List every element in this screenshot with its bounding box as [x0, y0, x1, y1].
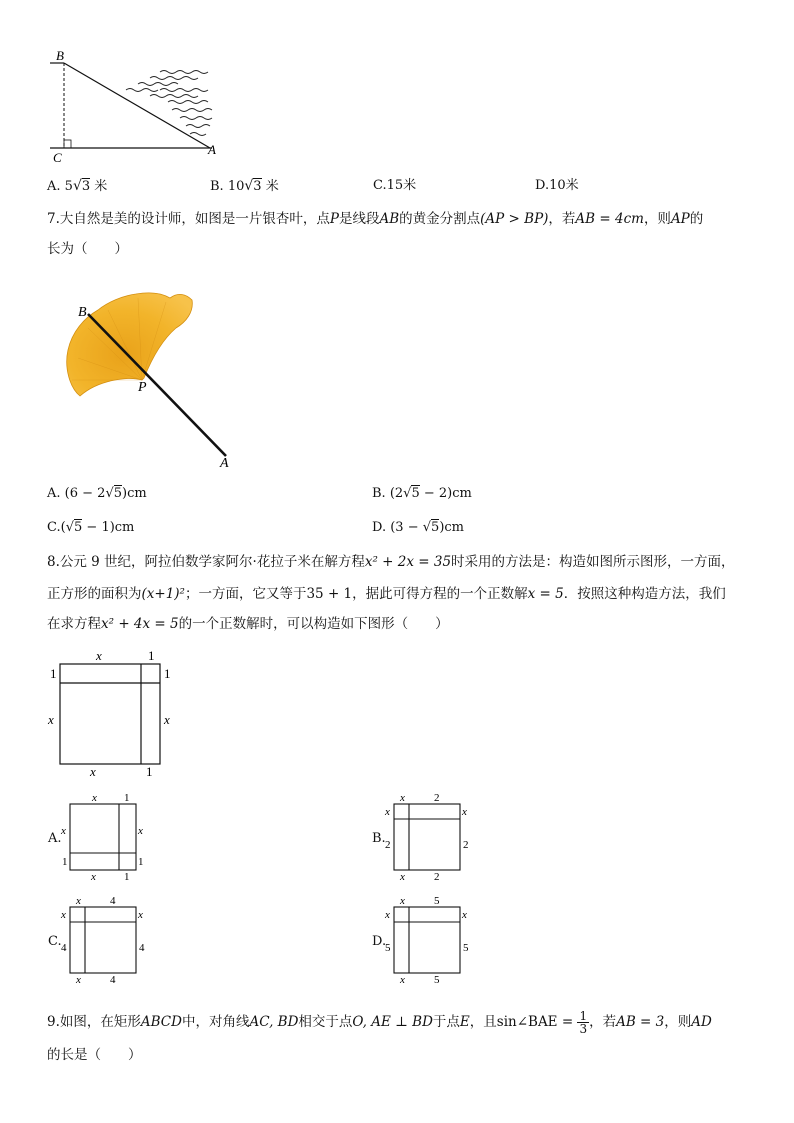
svg-text:x: x — [96, 648, 102, 663]
q8-option-d-figure[interactable] — [382, 893, 482, 987]
q7-ginkgo-figure — [58, 288, 248, 473]
svg-text:1: 1 — [164, 666, 171, 681]
q7-option-c[interactable]: C.(√5 − 1)cm — [47, 520, 135, 535]
svg-text:4: 4 — [139, 942, 145, 954]
svg-text:x: x — [462, 909, 467, 921]
svg-text:x: x — [462, 806, 467, 818]
svg-text:x: x — [385, 806, 390, 818]
q7-option-a[interactable]: A. (6 − 2√5)cm — [47, 486, 147, 501]
q6-label-a: A — [208, 142, 216, 157]
svg-text:x: x — [400, 871, 405, 883]
svg-text:1: 1 — [124, 792, 130, 804]
svg-text:5: 5 — [463, 942, 469, 954]
q8-option-c-figure[interactable] — [58, 893, 158, 987]
q8-stem-line1: 8.公元 9 世纪，阿拉伯数学家阿尔·花拉子米在解方程x² + 2x = 35时采用的方法是：构造如图所示图形，一方面， — [47, 554, 735, 570]
svg-text:4: 4 — [110, 895, 116, 907]
q9-stem-line2: 的长是（ ） — [47, 1047, 142, 1063]
q7-label-b: B — [78, 305, 87, 320]
q8-option-b-figure[interactable] — [382, 790, 482, 884]
q7-stem-line2: 长为（ ） — [47, 241, 128, 257]
q8-stem-line2: 正方形的面积为(x+1)²；一方面，它又等于35 + 1，据此可得方程的一个正数解x = 5．按照这种构造方法，我们 — [47, 586, 726, 602]
q7-label-p: P — [138, 380, 147, 395]
svg-text:x: x — [400, 792, 405, 804]
svg-text:x: x — [400, 974, 405, 986]
q6-option-a[interactable]: A. 5√3 米 — [47, 178, 108, 194]
svg-text:2: 2 — [434, 871, 440, 883]
q8-option-a-letter[interactable]: A. — [48, 831, 62, 846]
svg-text:x: x — [76, 974, 81, 986]
q7-option-d[interactable]: D. (3 − √5)cm — [372, 520, 464, 535]
q6-label-c: C — [53, 150, 62, 165]
svg-text:x: x — [138, 825, 143, 837]
svg-text:1: 1 — [146, 764, 153, 779]
q8-option-d-letter[interactable]: D. — [372, 934, 387, 949]
q6-label-b: B — [56, 48, 64, 63]
q6-option-c[interactable]: C.15米 — [373, 178, 417, 193]
svg-text:1: 1 — [138, 856, 144, 868]
svg-text:1: 1 — [50, 666, 57, 681]
svg-text:1: 1 — [62, 856, 68, 868]
svg-text:x: x — [400, 895, 405, 907]
svg-text:x: x — [61, 909, 66, 921]
q6-figure — [40, 44, 240, 166]
q7-label-a: A — [220, 456, 229, 471]
q7-stem-line1: 7.大自然是美的设计师，如图是一片银杏叶，点P是线段AB的黄金分割点(AP > BP)，若AB = 4cm，则AP的 — [47, 211, 704, 227]
svg-text:2: 2 — [385, 839, 391, 851]
svg-text:2: 2 — [463, 839, 469, 851]
q7-option-b[interactable]: B. (2√5 − 2)cm — [372, 486, 472, 501]
q9-stem-line1: 9.如图，在矩形ABCD中，对角线AC, BD相交于点O, AE ⊥ BD于点E，且sin∠BAE = $\frac{1}{3}$ ，若AB = 3，则AD — [47, 1009, 712, 1036]
svg-text:5: 5 — [434, 895, 440, 907]
q8-option-b-letter[interactable]: B. — [372, 831, 386, 846]
svg-text:x: x — [91, 871, 96, 883]
q8-option-c-letter[interactable]: C. — [48, 934, 62, 949]
svg-text:x: x — [61, 825, 66, 837]
svg-text:x: x — [92, 792, 97, 804]
svg-text:5: 5 — [434, 974, 440, 986]
svg-text:1: 1 — [124, 871, 130, 883]
q8-main-figure — [44, 646, 184, 780]
svg-text:4: 4 — [61, 942, 67, 954]
q8-stem-line3: 在求方程x² + 4x = 5的一个正数解时，可以构造如下图形（ ） — [47, 616, 449, 632]
svg-text:4: 4 — [110, 974, 116, 986]
q8-option-a-figure[interactable] — [58, 790, 158, 884]
svg-text:x: x — [76, 895, 81, 907]
svg-text:1: 1 — [148, 648, 155, 663]
svg-text:2: 2 — [434, 792, 440, 804]
q6-option-b[interactable]: B. 10√3 米 — [210, 178, 279, 194]
svg-text:x: x — [138, 909, 143, 921]
svg-text:x: x — [48, 712, 54, 727]
q9-fraction: $\frac{1}{3}$ — [579, 1009, 588, 1036]
q6-option-d[interactable]: D.10米 — [535, 178, 579, 193]
svg-text:x: x — [90, 764, 96, 779]
svg-text:5: 5 — [385, 942, 391, 954]
svg-text:x: x — [385, 909, 390, 921]
svg-text:x: x — [164, 712, 170, 727]
